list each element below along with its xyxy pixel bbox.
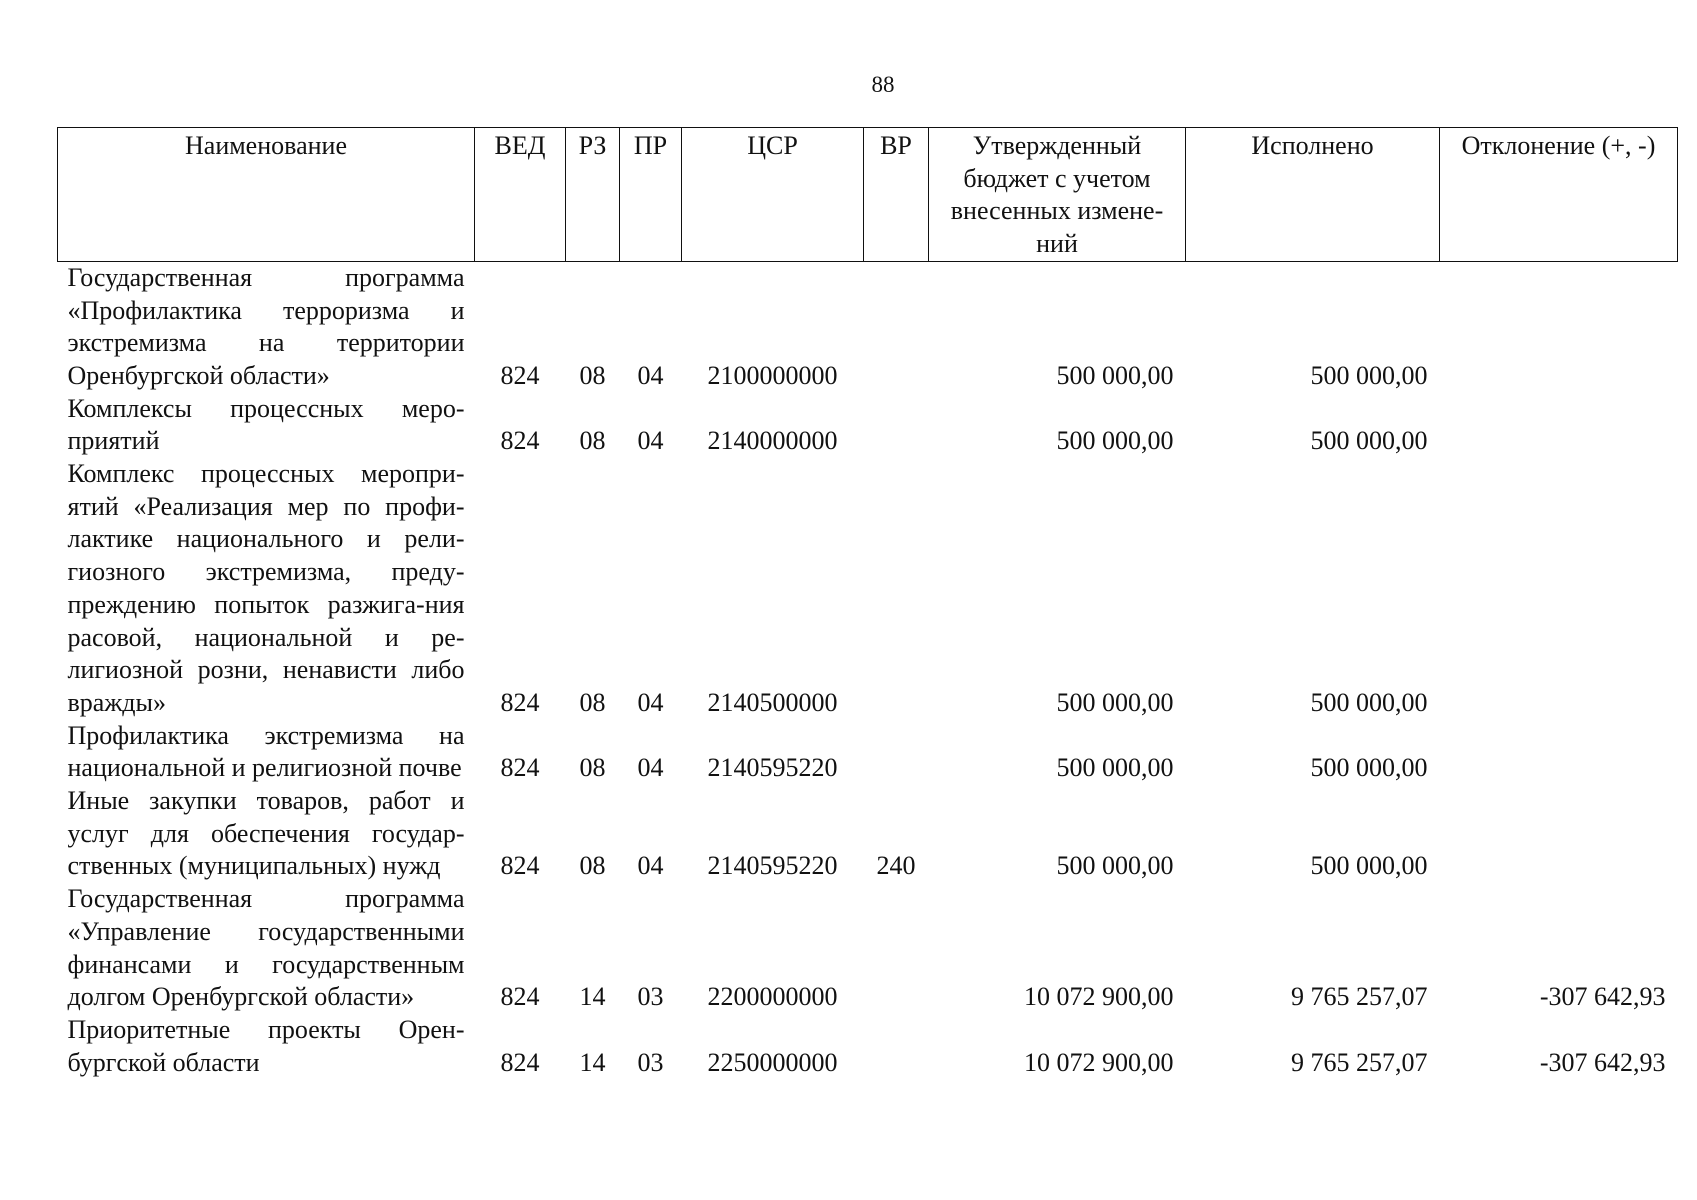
row-rz: 08	[579, 687, 606, 717]
row-deviation	[1440, 393, 1678, 458]
table-row	[58, 458, 1678, 720]
row-rz: 14	[579, 982, 606, 1012]
row-name: Комплекс процессных меропри-ятий «Реализация мер по профи-лактике национального и рели-гиозного экстремизма, преду-преждению попыток разжига-ния расовой, национальной и ре-лигиозной розни, ненависти либо вражды»	[67, 459, 465, 717]
row-approved-budget: 10 072 900,00	[1024, 1047, 1174, 1077]
row-ved: 824	[500, 687, 540, 717]
row-pr: 04	[637, 687, 664, 717]
row-vr	[864, 393, 929, 458]
row-name: Иные закупки товаров, работ и услуг для обеспечения государ-ственных (муниципальных) нужд	[67, 786, 465, 881]
header-vr: ВР	[864, 128, 929, 262]
row-name: Комплексы процессных меро-приятий	[67, 393, 465, 456]
header-deviation: Отклонение (+, -)	[1440, 128, 1678, 262]
row-name: Государственная программа «Профилактика терроризма и экстремизма на территории Оренбургской области»	[67, 262, 465, 390]
row-executed: 500 000,00	[1310, 687, 1428, 717]
row-rz: 08	[579, 360, 606, 390]
row-csr: 2140500000	[707, 687, 838, 717]
row-executed: 9 765 257,07	[1291, 982, 1428, 1012]
row-executed: 500 000,00	[1310, 851, 1428, 881]
row-csr: 2140595220	[707, 851, 838, 881]
row-pr: 04	[637, 851, 664, 881]
row-approved-budget: 500 000,00	[1056, 687, 1174, 717]
row-csr: 2200000000	[707, 982, 838, 1012]
row-executed: 500 000,00	[1310, 360, 1428, 390]
header-approved-budget: Утвержденный бюджет с учетом внесенных измене-ний	[929, 128, 1186, 262]
row-rz: 08	[579, 426, 606, 456]
table-row	[58, 720, 1678, 785]
row-vr	[864, 458, 929, 720]
table-row	[58, 261, 1678, 392]
row-name: Профилактика экстремизма на национальной и религиозной почве	[67, 720, 465, 783]
row-ved: 824	[500, 753, 540, 783]
row-pr: 04	[637, 426, 664, 456]
row-pr: 04	[637, 753, 664, 783]
header-rz: РЗ	[566, 128, 620, 262]
header-csr: ЦСР	[682, 128, 864, 262]
table-row	[58, 393, 1678, 458]
row-deviation: -307 642,93	[1539, 1047, 1666, 1077]
row-vr	[864, 1014, 929, 1079]
row-rz: 14	[579, 1047, 606, 1077]
row-ved: 824	[500, 851, 540, 881]
row-pr: 03	[637, 1047, 664, 1077]
row-approved-budget: 500 000,00	[1056, 426, 1174, 456]
header-pr: ПР	[620, 128, 682, 262]
row-executed: 500 000,00	[1310, 753, 1428, 783]
row-vr	[864, 720, 929, 785]
row-deviation: -307 642,93	[1539, 982, 1666, 1012]
row-approved-budget: 500 000,00	[1056, 360, 1174, 390]
table-header	[58, 128, 1678, 262]
row-csr: 2140595220	[707, 753, 838, 783]
row-ved: 824	[500, 982, 540, 1012]
table-row	[58, 1014, 1678, 1079]
row-rz: 08	[579, 851, 606, 881]
row-vr	[864, 883, 929, 1014]
row-ved: 824	[500, 1047, 540, 1077]
row-approved-budget: 500 000,00	[1056, 753, 1174, 783]
header-ved: ВЕД	[475, 128, 566, 262]
row-name: Приоритетные проекты Орен-бургской области	[67, 1014, 465, 1077]
row-deviation	[1440, 458, 1678, 720]
page-number: 88	[871, 72, 895, 97]
row-executed: 500 000,00	[1310, 426, 1428, 456]
row-csr: 2100000000	[707, 360, 838, 390]
header-executed: Исполнено	[1186, 128, 1440, 262]
row-deviation	[1440, 261, 1678, 392]
row-name: Государственная программа «Управление государственными финансами и государственным долгом Оренбургской области»	[67, 884, 465, 1012]
row-deviation	[1440, 785, 1678, 883]
row-vr	[864, 261, 929, 392]
row-pr: 03	[637, 982, 664, 1012]
row-executed: 9 765 257,07	[1291, 1047, 1428, 1077]
table-body	[58, 261, 1678, 1079]
row-vr: 240	[876, 851, 916, 881]
row-approved-budget: 500 000,00	[1056, 851, 1174, 881]
table-row	[58, 883, 1678, 1014]
row-ved: 824	[500, 360, 540, 390]
row-csr: 2140000000	[707, 426, 838, 456]
budget-table	[57, 127, 1678, 1079]
table-row	[58, 785, 1678, 883]
header-name: Наименование	[58, 128, 475, 262]
row-ved: 824	[500, 426, 540, 456]
row-csr: 2250000000	[707, 1047, 838, 1077]
row-deviation	[1440, 720, 1678, 785]
row-approved-budget: 10 072 900,00	[1024, 982, 1174, 1012]
row-rz: 08	[579, 753, 606, 783]
row-pr: 04	[637, 360, 664, 390]
